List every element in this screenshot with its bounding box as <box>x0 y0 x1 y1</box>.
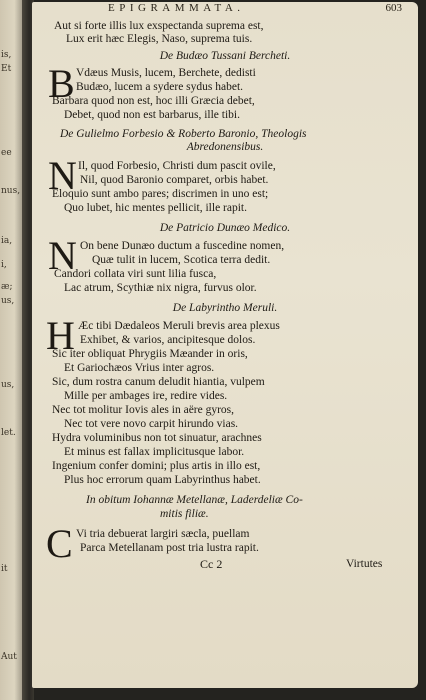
verse-line: Exhibet, & varios, ancipitesque dolos. <box>80 334 256 346</box>
verse-line: Lac atrum, Scythiæ nix nigra, furvus olor. <box>64 282 257 294</box>
margin-fragment: is, <box>1 50 12 60</box>
margin-fragment: æ; <box>1 282 13 292</box>
verse-line: Et minus est fallax implicitusque labor. <box>64 446 245 458</box>
poem-heading: De Labyrintho Meruli. <box>172 302 278 314</box>
margin-fragment: it <box>1 564 8 574</box>
verse-line: Candori collata viri sunt lilia fusca, <box>54 268 217 280</box>
margin-fragment: Et <box>1 64 12 74</box>
verse-line: Sic iter obliquat Phrygiis Mæander in oris, <box>52 348 248 360</box>
drop-cap: B <box>48 61 75 106</box>
drop-cap: N <box>48 153 77 198</box>
page-number: 603 <box>385 2 402 14</box>
verse-line: Nec tot vere novo carpit hirundo vias. <box>64 418 239 430</box>
drop-cap: N <box>48 233 77 278</box>
running-head <box>48 2 402 16</box>
drop-cap: H <box>46 313 75 358</box>
verse-line: Mille per ambages ire, redire vides. <box>64 390 228 402</box>
verse-line: Quæ tulit in lucem, Scotica terra dedit. <box>92 254 271 266</box>
poem-heading: Abredonensibus. <box>186 141 264 153</box>
margin-fragment: ia, <box>1 236 13 246</box>
verse-line: Aut si forte illis lux exspectanda suprema est, <box>54 20 264 32</box>
verse-line: Parca Metellanam post tria lustra rapit. <box>80 542 259 554</box>
margin-fragment: Aut <box>1 652 17 662</box>
verse-line: Sic, dum rostra canum deludit hiantia, vulpem <box>52 376 265 388</box>
margin-fragment: nus, <box>1 186 21 196</box>
verse-line: Nil, quod Baronio comparet, orbis habet. <box>80 174 269 186</box>
verse-line: Hydra voluminibus non tot sinuatur, arachnes <box>52 432 262 444</box>
verse-line: On bene Dunæo ductum a fuscedine nomen, <box>80 240 285 252</box>
verse-line: Budæo, lucem a sydere sydus habet. <box>76 81 244 93</box>
verse-line: Barbara quod non est, hoc illi Græcia debet, <box>52 95 255 107</box>
verse-line: Il, quod Forbesio, Christi dum pascit ovile, <box>78 160 276 172</box>
poem-heading: De Patricio Dunæo Medico. <box>159 222 291 234</box>
catchword: Virtutes <box>346 558 383 570</box>
margin-fragment: us, <box>1 380 15 390</box>
poem-heading: De Budæo Tussani Bercheti. <box>159 50 291 62</box>
margin-fragment: us, <box>1 296 15 306</box>
margin-fragment: let. <box>1 428 16 438</box>
verse-line: Eloquio sunt ambo pares; discrimen in uno est; <box>52 188 269 200</box>
verse-line: Ingenium confer domini; plus artis in illo est, <box>52 460 261 472</box>
verse-line: Nec tot molitur Iovis ales in aëre gyros, <box>52 404 235 416</box>
drop-cap: C <box>46 521 73 566</box>
verse-line: Vi tria debuerat largiri sæcla, puellam <box>76 528 250 540</box>
signature-mark: Cc 2 <box>200 557 223 571</box>
poem-heading: mitis filiæ. <box>160 508 209 520</box>
margin-fragment: i, <box>1 260 7 270</box>
poem-heading: In obitum Iohannæ Metellanæ, Laderdeliæ Co- <box>86 494 303 506</box>
poem-heading: De Gulielmo Forbesio & Roberto Baronio, Theologis <box>60 128 307 140</box>
verse-line: Debet, quod non est barbarus, ille tibi. <box>64 109 240 121</box>
verse-line: Æc tibi Dædaleos Meruli brevis area plexus <box>78 320 280 332</box>
verse-line: Plus hoc errorum quam Labyrinthus habet. <box>64 474 261 486</box>
verse-line: Lux erit hæc Elegis, Naso, suprema tuis. <box>66 33 253 45</box>
running-title: EPIGRAMMATA. <box>108 2 245 14</box>
verse-line: Et Gariochæos Vrius inter agros. <box>64 362 215 374</box>
verse-line: Vdæus Musis, lucem, Berchete, dedisti <box>76 67 256 79</box>
verse-line: Quo lubet, hic mentes pellicit, ille rapit. <box>64 202 247 214</box>
margin-fragment: ee <box>1 148 12 158</box>
